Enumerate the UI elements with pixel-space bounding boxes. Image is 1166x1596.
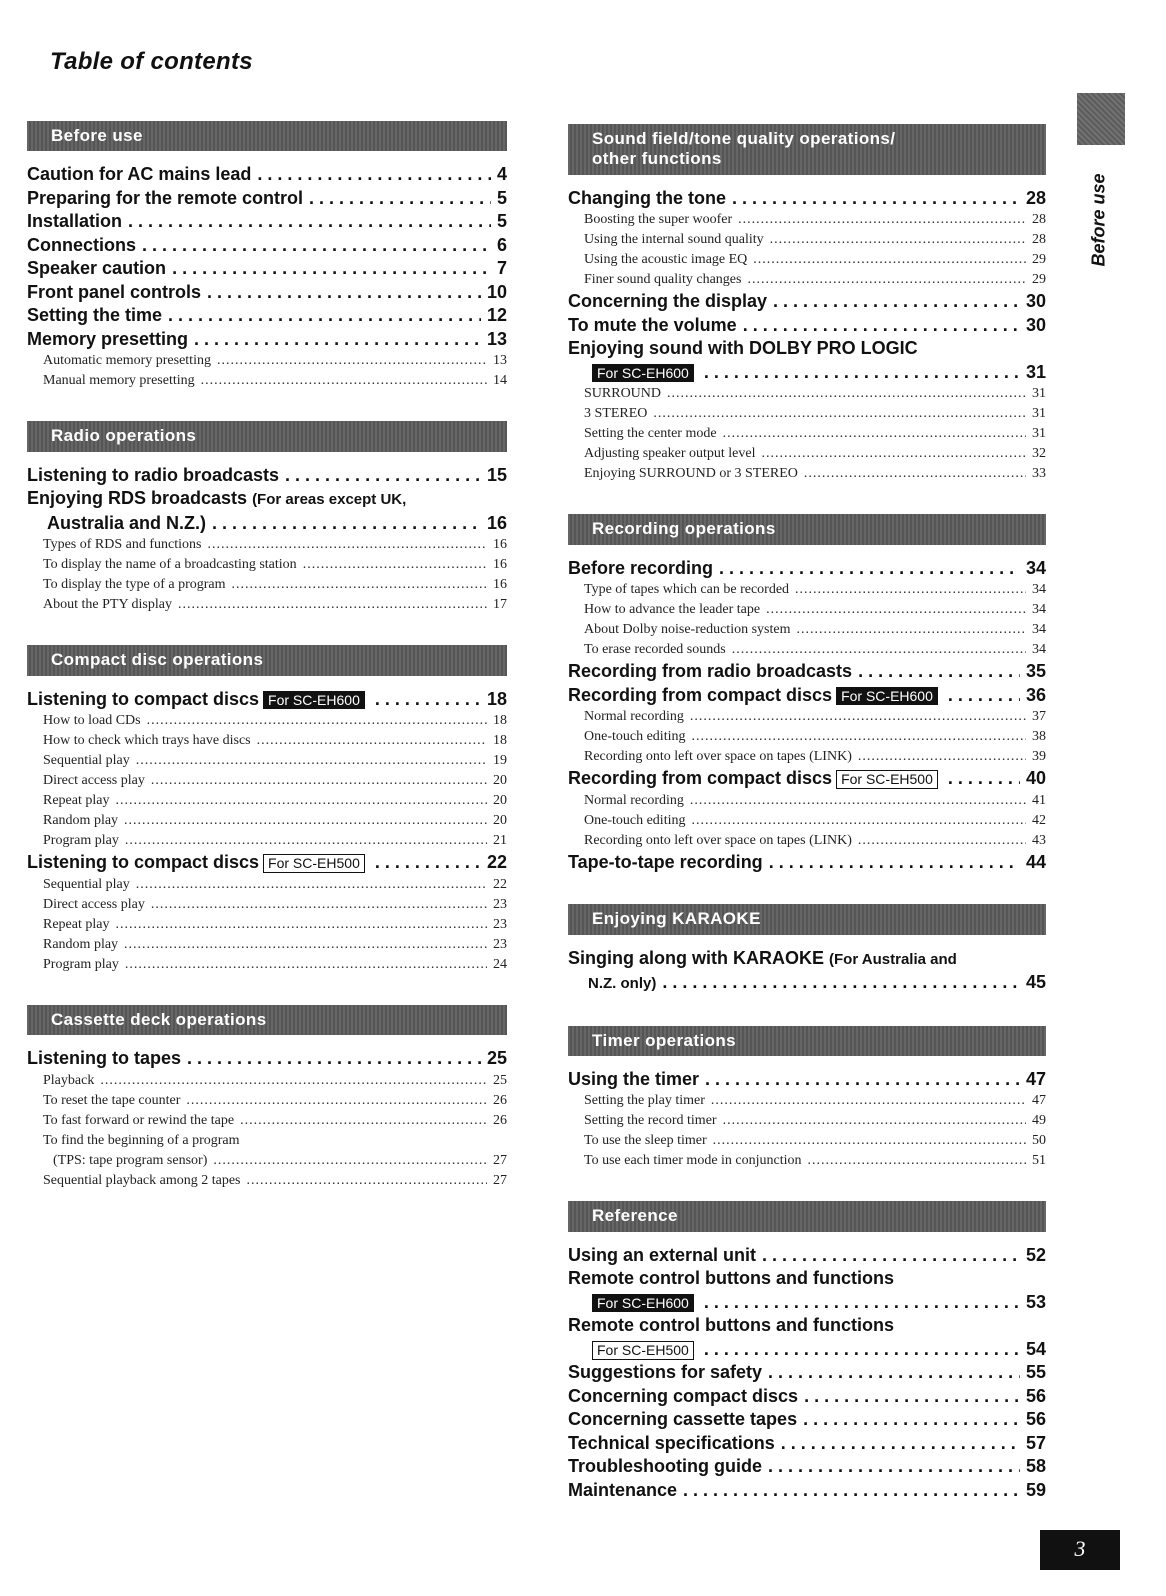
toc-entry[interactable]: Setting the time . . . 12 bbox=[27, 304, 507, 328]
side-tab-marker bbox=[1077, 93, 1125, 145]
toc-subentry[interactable]: Sequential play ..... 19 bbox=[27, 751, 507, 771]
toc-list bbox=[568, 947, 1046, 996]
toc-entry[interactable]: Changing the tone . . . 28 bbox=[568, 187, 1046, 211]
toc-entry-label[interactable]: Remote control buttons and functions bbox=[568, 1268, 894, 1289]
toc-entry[interactable]: Memory presetting . . . 13 bbox=[27, 328, 507, 352]
toc-subentry[interactable]: Finer sound quality changes ..... 29 bbox=[568, 270, 1046, 290]
toc-entry[interactable]: For SC-EH500 . . . 54 bbox=[568, 1338, 1046, 1362]
toc-entry[interactable]: Recording from compact discs For SC-EH600 . . . 36 bbox=[568, 684, 1046, 708]
toc-subentry[interactable]: (TPS: tape program sensor) ..... 27 bbox=[27, 1151, 507, 1171]
toc-entry[interactable]: Speaker caution . . . 7 bbox=[27, 257, 507, 281]
model-tag: For SC-EH500 bbox=[836, 770, 938, 789]
section-recording bbox=[568, 514, 1046, 874]
section-heading: Before use bbox=[27, 121, 507, 151]
page-number: 3 bbox=[1040, 1530, 1120, 1570]
toc-subentry[interactable]: Program play ..... 24 bbox=[27, 955, 507, 975]
section-heading: Recording operations bbox=[568, 514, 1046, 544]
toc-subentry[interactable]: Manual memory presetting ..... 14 bbox=[27, 371, 507, 391]
toc-entry[interactable]: To mute the volume . . . 30 bbox=[568, 314, 1046, 338]
toc-entry-label[interactable]: Singing along with KARAOKE (For Australia and bbox=[568, 947, 957, 968]
toc-subentry[interactable]: Recording onto left over space on tapes (LINK) ..... 39 bbox=[568, 747, 1046, 767]
toc-entry[interactable]: Concerning compact discs . . . 56 bbox=[568, 1385, 1046, 1409]
toc-list bbox=[27, 688, 507, 975]
section-sound-field bbox=[568, 124, 1046, 484]
toc-entry[interactable]: Caution for AC mains lead . . . 4 bbox=[27, 163, 507, 187]
toc-entry[interactable]: Listening to compact discs For SC-EH500 . . . 22 bbox=[27, 851, 507, 875]
toc-entry[interactable]: Suggestions for safety . . . 55 bbox=[568, 1361, 1046, 1385]
section-heading: Reference bbox=[568, 1201, 1046, 1231]
page-title: Table of contents bbox=[50, 48, 253, 75]
side-tab-label: Before use bbox=[1088, 173, 1109, 267]
toc-subentry[interactable]: Type of tapes which can be recorded ..... 34 bbox=[568, 580, 1046, 600]
toc-subentry[interactable]: Sequential play ..... 22 bbox=[27, 875, 507, 895]
toc-entry-label[interactable]: Enjoying sound with DOLBY PRO LOGIC bbox=[568, 338, 918, 359]
model-tag: For SC-EH500 bbox=[592, 1341, 694, 1360]
toc-list bbox=[27, 464, 507, 616]
toc-list bbox=[568, 187, 1046, 485]
section-karaoke bbox=[568, 904, 1046, 995]
toc-entry[interactable]: Recording from radio broadcasts . . . 35 bbox=[568, 660, 1046, 684]
toc-subentry[interactable]: Setting the center mode ..... 31 bbox=[568, 424, 1046, 444]
toc-subentry[interactable]: Adjusting speaker output level ..... 32 bbox=[568, 444, 1046, 464]
left-column bbox=[27, 121, 507, 1221]
section-heading: Radio operations bbox=[27, 421, 507, 451]
toc-subentry[interactable]: One-touch editing ..... 38 bbox=[568, 727, 1046, 747]
section-heading: Enjoying KARAOKE bbox=[568, 904, 1046, 934]
toc-subentry[interactable]: Normal recording ..... 41 bbox=[568, 791, 1046, 811]
toc-subentry[interactable]: To use the sleep timer ..... 50 bbox=[568, 1131, 1046, 1151]
toc-subentry[interactable]: Using the acoustic image EQ ..... 29 bbox=[568, 250, 1046, 270]
toc-subentry-label[interactable]: To find the beginning of a program bbox=[43, 1132, 240, 1148]
section-heading: Sound field/tone quality operations/ other functions bbox=[568, 124, 1046, 175]
toc-subentry[interactable]: Types of RDS and functions ..... 16 bbox=[27, 535, 507, 555]
toc-entry[interactable]: Recording from compact discs For SC-EH500 . . . 40 bbox=[568, 767, 1046, 791]
section-reference bbox=[568, 1201, 1046, 1502]
toc-subentry[interactable]: Recording onto left over space on tapes (LINK) ..... 43 bbox=[568, 831, 1046, 851]
toc-entry[interactable]: Connections . . . 6 bbox=[27, 234, 507, 258]
toc-subentry[interactable]: Enjoying SURROUND or 3 STEREO ..... 33 bbox=[568, 464, 1046, 484]
toc-entry[interactable]: Preparing for the remote control . . . 5 bbox=[27, 187, 507, 211]
toc-subentry[interactable]: Normal recording ..... 37 bbox=[568, 707, 1046, 727]
toc-entry[interactable]: Listening to tapes . . . 25 bbox=[27, 1047, 507, 1071]
model-tag: For SC-EH600 bbox=[592, 364, 694, 382]
toc-entry-label[interactable]: Enjoying RDS broadcasts (For areas except UK, bbox=[27, 488, 407, 509]
toc-subentry[interactable]: Repeat play ..... 20 bbox=[27, 791, 507, 811]
toc-entry[interactable]: Listening to compact discs For SC-EH600 . . . 18 bbox=[27, 688, 507, 712]
toc-subentry[interactable]: Direct access play ..... 20 bbox=[27, 771, 507, 791]
toc-entry[interactable]: Installation . . . 5 bbox=[27, 210, 507, 234]
toc-subentry[interactable]: Playback ..... 25 bbox=[27, 1071, 507, 1091]
toc-list bbox=[568, 1068, 1046, 1172]
toc-entry[interactable]: Front panel controls . . . 10 bbox=[27, 281, 507, 305]
toc-list bbox=[568, 1244, 1046, 1503]
toc-subentry[interactable]: Boosting the super woofer ..... 28 bbox=[568, 210, 1046, 230]
section-cassette bbox=[27, 1005, 507, 1191]
toc-entry[interactable]: Concerning cassette tapes . . . 56 bbox=[568, 1408, 1046, 1432]
toc-subentry[interactable]: SURROUND ..... 31 bbox=[568, 384, 1046, 404]
section-radio bbox=[27, 421, 507, 615]
toc-subentry[interactable]: To erase recorded sounds ..... 34 bbox=[568, 640, 1046, 660]
section-before-use bbox=[27, 121, 507, 391]
toc-subentry[interactable]: Sequential playback among 2 tapes ..... 27 bbox=[27, 1171, 507, 1191]
toc-list bbox=[27, 1047, 507, 1191]
toc-subentry[interactable]: Program play ..... 21 bbox=[27, 831, 507, 851]
toc-subentry[interactable]: Setting the play timer ..... 47 bbox=[568, 1091, 1046, 1111]
toc-entry[interactable]: Using the timer . . . 47 bbox=[568, 1068, 1046, 1092]
toc-entry[interactable]: For SC-EH600 . . . 53 bbox=[568, 1291, 1046, 1315]
section-compact-disc bbox=[27, 645, 507, 974]
toc-subentry[interactable]: To reset the tape counter ..... 26 bbox=[27, 1091, 507, 1111]
toc-subentry[interactable]: 3 STEREO ..... 31 bbox=[568, 404, 1046, 424]
toc-entry[interactable]: Concerning the display . . . 30 bbox=[568, 290, 1046, 314]
model-tag: For SC-EH600 bbox=[592, 1294, 694, 1312]
toc-subentry[interactable]: Random play ..... 20 bbox=[27, 811, 507, 831]
toc-entry[interactable]: Listening to radio broadcasts . . . 15 bbox=[27, 464, 507, 488]
model-tag: For SC-EH600 bbox=[263, 691, 365, 709]
toc-subentry[interactable]: Setting the record timer ..... 49 bbox=[568, 1111, 1046, 1131]
toc-subentry[interactable]: To display the name of a broadcasting station ..... 16 bbox=[27, 555, 507, 575]
section-heading: Timer operations bbox=[568, 1026, 1046, 1056]
toc-subentry[interactable]: How to advance the leader tape ..... 34 bbox=[568, 600, 1046, 620]
section-timer bbox=[568, 1026, 1046, 1172]
toc-list bbox=[568, 557, 1046, 875]
toc-subentry[interactable]: To display the type of a program ..... 16 bbox=[27, 575, 507, 595]
toc-subentry[interactable]: Automatic memory presetting ..... 13 bbox=[27, 351, 507, 371]
toc-subentry[interactable]: About Dolby noise-reduction system ..... 34 bbox=[568, 620, 1046, 640]
section-heading: Compact disc operations bbox=[27, 645, 507, 675]
section-heading: Cassette deck operations bbox=[27, 1005, 507, 1035]
right-column bbox=[568, 124, 1046, 1532]
toc-entry[interactable]: N.Z. only) . . . 45 bbox=[568, 971, 1046, 996]
toc-list bbox=[27, 163, 507, 391]
toc-entry[interactable]: Before recording . . . 34 bbox=[568, 557, 1046, 581]
toc-subentry[interactable]: How to load CDs ..... 18 bbox=[27, 711, 507, 731]
toc-subentry[interactable]: Random play ..... 23 bbox=[27, 935, 507, 955]
toc-subentry[interactable]: To fast forward or rewind the tape ..... 26 bbox=[27, 1111, 507, 1131]
toc-entry[interactable]: Troubleshooting guide . . . 58 bbox=[568, 1455, 1046, 1479]
model-tag: For SC-EH600 bbox=[836, 687, 938, 705]
toc-entry[interactable]: Maintenance . . . 59 bbox=[568, 1479, 1046, 1503]
toc-subentry[interactable]: Using the internal sound quality ..... 28 bbox=[568, 230, 1046, 250]
toc-entry[interactable]: Tape-to-tape recording . . . 44 bbox=[568, 851, 1046, 875]
toc-entry[interactable]: Australia and N.Z.) . . . 16 bbox=[27, 512, 507, 536]
toc-entry[interactable]: Technical specifications . . . 57 bbox=[568, 1432, 1046, 1456]
toc-subentry[interactable]: Repeat play ..... 23 bbox=[27, 915, 507, 935]
toc-subentry[interactable]: How to check which trays have discs ..... 18 bbox=[27, 731, 507, 751]
model-tag: For SC-EH500 bbox=[263, 854, 365, 873]
toc-entry[interactable]: For SC-EH600 . . . 31 bbox=[568, 361, 1046, 385]
toc-entry[interactable]: Using an external unit . . . 52 bbox=[568, 1244, 1046, 1268]
toc-subentry[interactable]: To use each timer mode in conjunction ..... 51 bbox=[568, 1151, 1046, 1171]
toc-subentry[interactable]: Direct access play ..... 23 bbox=[27, 895, 507, 915]
toc-subentry[interactable]: One-touch editing ..... 42 bbox=[568, 811, 1046, 831]
toc-subentry[interactable]: About the PTY display ..... 17 bbox=[27, 595, 507, 615]
toc-entry-label[interactable]: Remote control buttons and functions bbox=[568, 1315, 894, 1336]
